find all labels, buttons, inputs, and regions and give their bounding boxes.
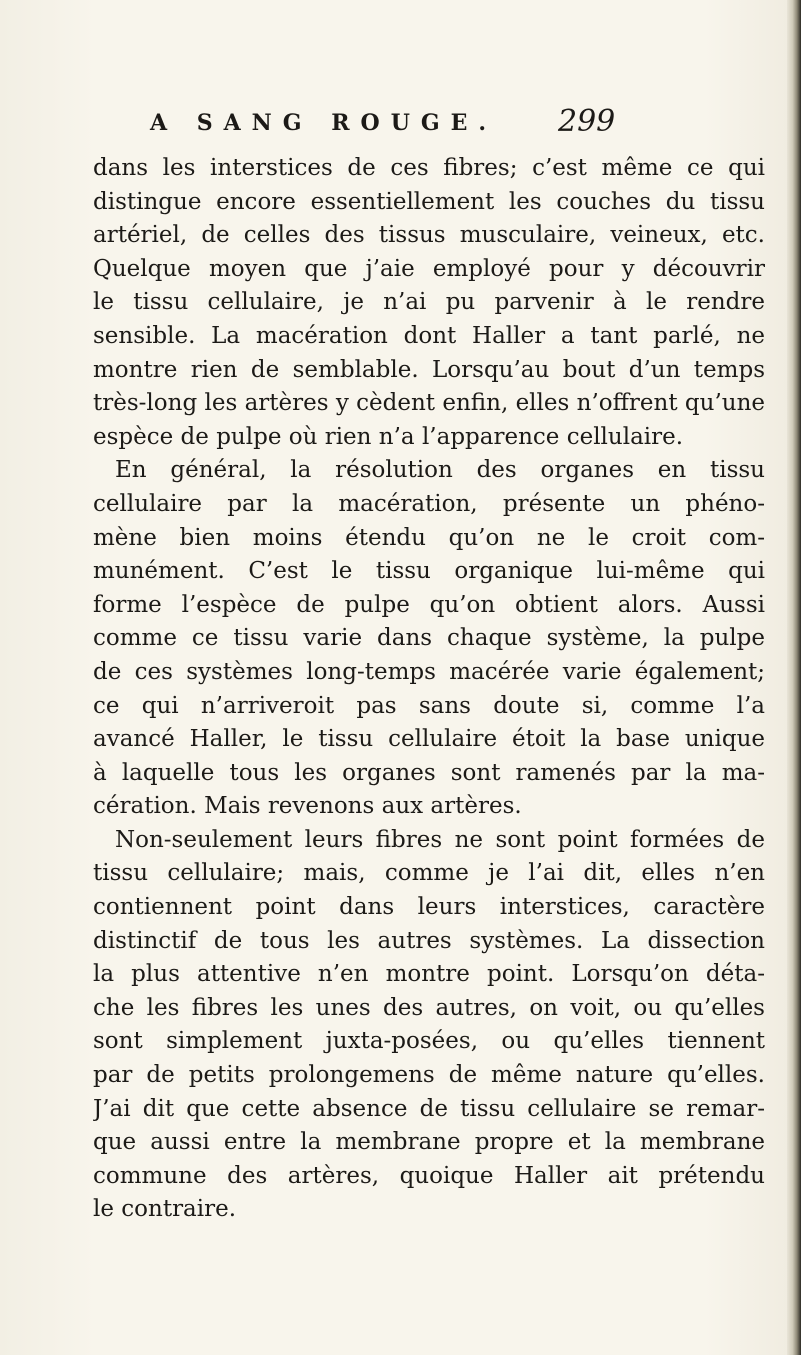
text-line: montre rien de semblable. Lorsqu’au bout d’un temps: [93, 356, 765, 383]
body-text: [93, 152, 765, 1227]
text-line: distingue encore essentiellement les couches du tissu: [93, 188, 765, 215]
text-line: Quelque moyen que j’aie employé pour y découvrir: [93, 255, 765, 282]
text-line: commune des artères, quoique Haller ait prétendu: [93, 1162, 765, 1189]
text-line: très-long les artères y cèdent enfin, elles n’offrent qu’une: [93, 390, 765, 417]
text-line: En général, la résolution des organes en tissu: [115, 457, 765, 484]
text-line: avancé Haller, le tissu cellulaire étoit la base unique: [93, 726, 765, 753]
text-line: artériel, de celles des tissus musculaire, veineux, etc.: [93, 222, 765, 249]
text-line: J’ai dit que cette absence de tissu cellulaire se remar-: [93, 1095, 765, 1122]
text-line: espèce de pulpe où rien n’a l’apparence cellulaire.: [93, 423, 684, 450]
text-line: forme l’espèce de pulpe qu’on obtient alors. Aussi: [93, 591, 765, 618]
text-line: que aussi entre la membrane propre et la membrane: [93, 1129, 765, 1156]
text-line: comme ce tissu varie dans chaque système, la pulpe: [93, 625, 765, 652]
page-header: [150, 104, 650, 150]
text-line: Non-seulement leurs fibres ne sont point formées de: [115, 826, 765, 853]
text-line: la plus attentive n’en montre point. Lorsqu’on déta-: [93, 961, 765, 988]
text-line: contiennent point dans leurs interstices, caractère: [93, 894, 765, 921]
text-line: à laquelle tous les organes sont ramenés par la ma-: [93, 759, 765, 786]
text-line: munément. C’est le tissu organique lui-même qui: [93, 558, 765, 585]
text-line: mène bien moins étendu qu’on ne le croit com-: [93, 524, 765, 551]
text-line: le tissu cellulaire, je n’ai pu parvenir à le rendre: [93, 289, 765, 316]
page-number: 299: [558, 104, 616, 139]
text-line: sont simplement juxta-posées, ou qu’elles tiennent: [93, 1028, 765, 1055]
text-line: tissu cellulaire; mais, comme je l’ai dit, elles n’en: [93, 860, 765, 887]
text-line: che les fibres les unes des autres, on voit, ou qu’elles: [93, 994, 765, 1021]
text-line: cellulaire par la macération, présente un phéno-: [93, 490, 765, 517]
text-line: ce qui n’arriveroit pas sans doute si, comme l’a: [93, 692, 765, 719]
text-line: de ces systèmes long-temps macérée varie également;: [93, 658, 765, 685]
text-line: dans les interstices de ces fibres; c’est même ce qui: [93, 155, 765, 181]
text-line: cération. Mais revenons aux artères.: [93, 793, 522, 820]
text-line: par de petits prolongemens de même nature qu’elles.: [93, 1062, 765, 1089]
page-edge-shadow: [787, 0, 801, 1355]
text-line: le contraire.: [93, 1196, 237, 1223]
text-line: sensible. La macération dont Haller a tant parlé, ne: [93, 322, 765, 349]
running-title: A SANG ROUGE.: [150, 110, 498, 136]
text-line: distinctif de tous les autres systèmes. La dissection: [93, 927, 765, 954]
